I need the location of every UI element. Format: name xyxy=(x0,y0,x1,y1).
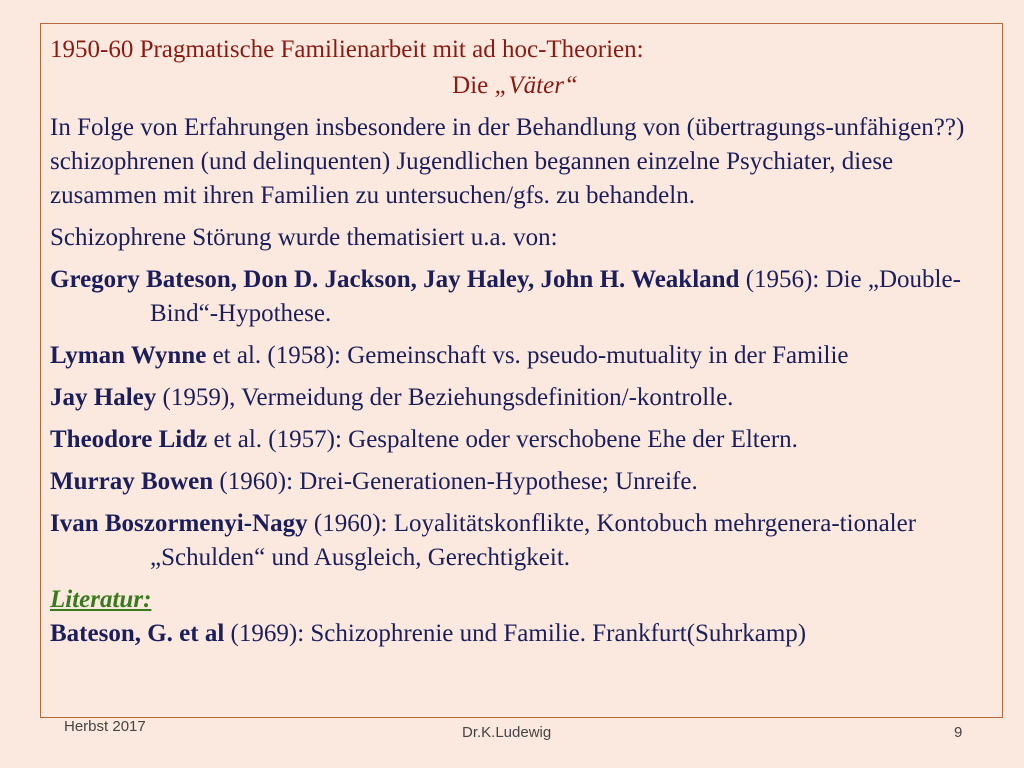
ref-item xyxy=(50,339,980,373)
ref-item xyxy=(50,507,980,575)
footer-date: Herbst 2017 xyxy=(64,718,146,735)
slide-subtitle xyxy=(50,69,980,103)
slide-content xyxy=(50,33,980,651)
intro-paragraph: In Folge von Erfahrungen insbesondere in der Behandlung von (übertragungs-unfähigen??) schizophrenen (und delinquenten) Jugendlichen begannen einzelne Psychiater, diese zusammen mit ihren Familien zu untersuchen/gfs. zu behandeln. xyxy=(50,114,965,209)
ref-text: (1960): Loyalitätskonflikte, Kontobuch mehrgenera-tionaler „Schulden“ und Ausgleich, Gerechtigkeit. xyxy=(150,510,917,571)
page-number: 9 xyxy=(954,724,963,741)
ref-item xyxy=(50,423,980,457)
lead-text: Schizophrene Störung wurde thematisiert u.a. von: xyxy=(50,224,558,251)
ref-text: et al. (1958): Gemeinschaft vs. pseudo-mutuality in der Familie xyxy=(206,342,849,369)
subtitle-emphasis: „Väter“ xyxy=(494,72,578,99)
literature-text: (1969): Schizophrenie und Familie. Frankfurt(Suhrkamp) xyxy=(224,620,807,647)
ref-text: (1960): Drei-Generationen-Hypothese; Unreife. xyxy=(213,468,698,495)
ref-item xyxy=(50,465,980,499)
ref-names: Lyman Wynne xyxy=(50,342,207,369)
footer-author: Dr.K.Ludewig xyxy=(462,724,552,741)
ref-names: Gregory Bateson, Don D. Jackson, Jay Haley, John H. Weakland xyxy=(50,266,740,293)
ref-text: et al. (1957): Gespaltene oder verschobene Ehe der Eltern. xyxy=(207,426,798,453)
ref-names: Murray Bowen xyxy=(50,468,214,495)
subtitle-prefix: Die xyxy=(452,72,495,99)
ref-text: (1956): Die „Double-Bind“-Hypothese. xyxy=(150,266,961,327)
literature-heading: Literatur: xyxy=(50,586,152,613)
ref-text: (1959), Vermeidung der Beziehungsdefinition/-kontrolle. xyxy=(156,384,734,411)
ref-item xyxy=(50,381,980,415)
ref-names: Ivan Boszormenyi-Nagy xyxy=(50,510,308,537)
ref-item xyxy=(50,263,980,331)
slide-title: 1950-60 Pragmatische Familienarbeit mit ad hoc-Theorien: xyxy=(50,36,644,63)
literature-names: Bateson, G. et al xyxy=(50,620,225,647)
ref-names: Theodore Lidz xyxy=(50,426,208,453)
ref-names: Jay Haley xyxy=(50,384,157,411)
literature-item xyxy=(50,617,980,651)
